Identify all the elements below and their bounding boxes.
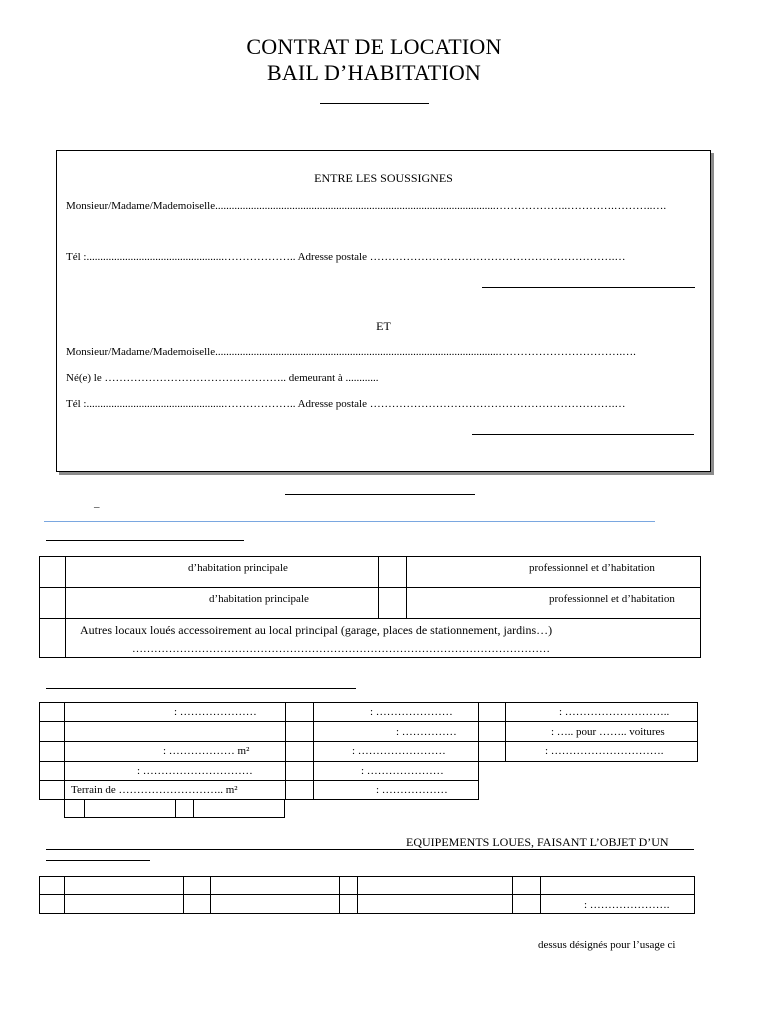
e-r2-value: : ………………….	[584, 899, 670, 911]
e-r2-c4	[210, 894, 340, 914]
footer-text: dessus désignés pour l’usage ci	[538, 939, 676, 951]
d-r1-c5[interactable]	[478, 702, 506, 722]
d-r4-v2: : …………………	[361, 765, 444, 777]
e-r2-c1[interactable]	[39, 894, 65, 914]
d-r2-c5[interactable]	[478, 721, 506, 742]
party2-born-line: Né(e) le ………………………………………….. demeurant à ............	[66, 372, 379, 384]
d-r5-v1: Terrain de ……………………….. m²	[71, 784, 238, 796]
type-row1-right-text: professionnel et d’habitation	[529, 562, 655, 574]
d-r2-v1: : ……………	[396, 726, 457, 738]
e-r1-c5[interactable]	[339, 876, 358, 895]
d-r2-c2	[64, 721, 286, 742]
parties-box	[56, 150, 711, 472]
d-r3-v3: : ………………………….	[545, 745, 664, 757]
type-row1-check-right[interactable]	[378, 556, 407, 588]
e-r2-c6	[357, 894, 513, 914]
party1-tel-line: Tél :..................................................……………….. Adresse postale ………………………………………………………….…	[66, 251, 626, 263]
d-r2-v2: : ….. pour …….. voitures	[551, 726, 665, 738]
e-r1-c2	[64, 876, 184, 895]
type-row2-right-text: professionnel et d’habitation	[549, 593, 675, 605]
d-r1-v1: : …………………	[174, 706, 257, 718]
d-r2-c1[interactable]	[39, 721, 65, 742]
party2-tel-line: Tél :..................................................……………….. Adresse postale ………………………………………………………….…	[66, 398, 626, 410]
e-r1-c6	[357, 876, 513, 895]
e-r1-c1[interactable]	[39, 876, 65, 895]
e-r2-c2	[64, 894, 184, 914]
e-r1-c8	[540, 876, 695, 895]
d-r3-c3[interactable]	[285, 741, 314, 762]
d-r1-c1[interactable]	[39, 702, 65, 722]
d-r4-c1[interactable]	[39, 761, 65, 781]
type-row1-check-left[interactable]	[39, 556, 66, 588]
d-r5-c3[interactable]	[285, 780, 314, 800]
party1-name-line: Monsieur/Madame/Mademoiselle......................................................................................................………………..………….………..….	[66, 200, 667, 212]
type-row1-left-text: d’habitation principale	[188, 562, 288, 574]
other-premises-dots: ……………………………………………………………………………………………………	[132, 643, 550, 655]
d-r5-v2: : ………………	[376, 784, 448, 796]
d-r3-c1[interactable]	[39, 741, 65, 762]
equipment-sub-underline	[46, 860, 150, 861]
d-r4-c3[interactable]	[285, 761, 314, 781]
parties-heading: ENTRE LES SOUSSIGNES	[314, 171, 453, 185]
e-r2-c3[interactable]	[183, 894, 211, 914]
d-r1-v2: : …………………	[370, 706, 453, 718]
d-r1-c3[interactable]	[285, 702, 314, 722]
d-r3-v2: : ……………………	[352, 745, 446, 757]
details-section-underline	[46, 688, 356, 689]
parties-separator: ET	[376, 319, 391, 333]
d-r2-c3[interactable]	[285, 721, 314, 742]
title-line-1: CONTRAT DE LOCATION	[246, 34, 502, 59]
e-r1-c3[interactable]	[183, 876, 211, 895]
e-r1-c7[interactable]	[512, 876, 541, 895]
e-r2-c7[interactable]	[512, 894, 541, 914]
d-r6-c2	[84, 799, 176, 818]
dash-mark: –	[94, 501, 100, 513]
d-r3-v1: : ……………… m²	[163, 745, 250, 757]
d-r6-c3[interactable]	[175, 799, 194, 818]
title-underline	[320, 103, 429, 104]
type-row2-left-text: d’habitation principale	[209, 593, 309, 605]
d-r1-v3: : ………………………..	[559, 706, 670, 718]
d-r5-c1[interactable]	[39, 780, 65, 800]
party2-name-line: Monsieur/Madame/Mademoiselle.......................................................................................................…………………………….….	[66, 346, 636, 358]
type-row2-check-right[interactable]	[378, 587, 407, 619]
party2-address-underline	[472, 434, 694, 435]
other-premises-label: Autres locaux loués accessoirement au local principal (garage, places de stationnement, jardins…)	[80, 623, 553, 637]
d-r6-c1[interactable]	[64, 799, 85, 818]
party1-address-underline	[482, 287, 695, 288]
section-heading-underline	[285, 494, 475, 495]
d-r4-v1: : …………………………	[137, 765, 253, 777]
type-row2-check-left[interactable]	[39, 587, 66, 619]
equipment-heading-underline	[46, 849, 694, 850]
title-line-2: BAIL D’HABITATION	[266, 60, 482, 85]
d-r6-c4	[193, 799, 285, 818]
subsection-underline	[46, 540, 244, 541]
blue-divider	[44, 521, 655, 522]
d-r3-c5[interactable]	[478, 741, 506, 762]
e-r2-c5[interactable]	[339, 894, 358, 914]
equipment-heading: EQUIPEMENTS LOUES, FAISANT L’OBJET D’UN	[406, 835, 669, 849]
type-row3-check[interactable]	[39, 618, 66, 658]
e-r1-c4	[210, 876, 340, 895]
